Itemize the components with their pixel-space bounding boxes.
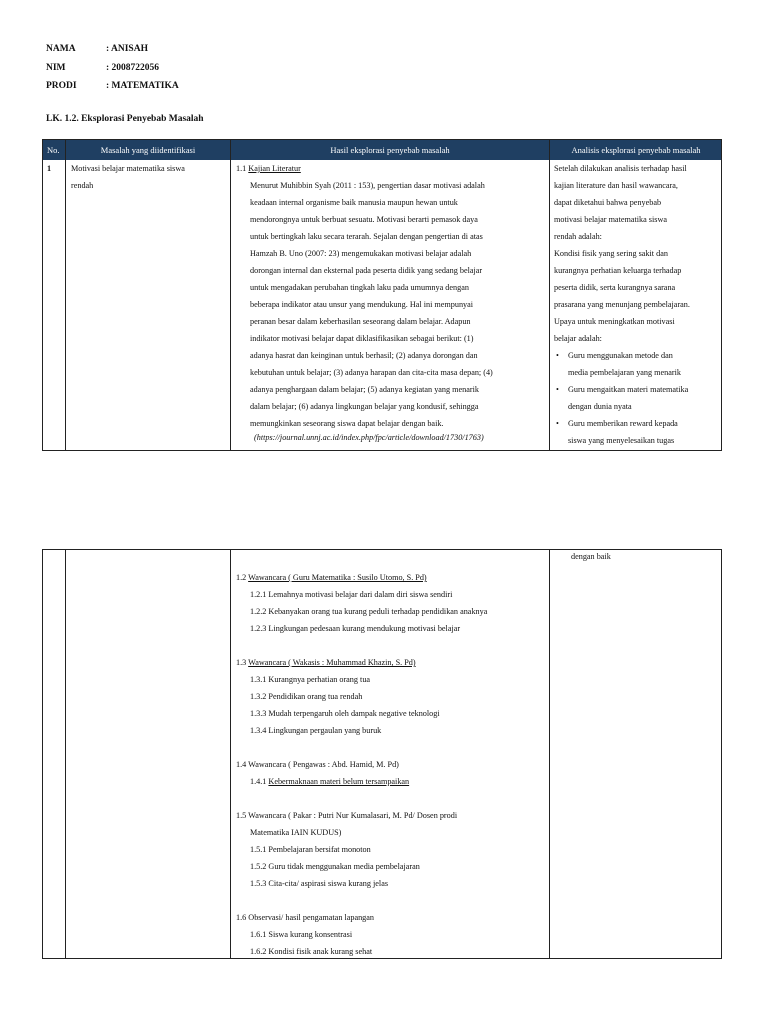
list-item: 1.3.1 Kurangnya perhatian orang tua — [250, 675, 371, 684]
wawancara-3-heading: 1.4 Wawancara ( Pengawas : Abd. Hamid, M. Pd) — [236, 760, 399, 769]
analisis-line: belajar adalah: — [554, 334, 602, 343]
kajian-line: kebutuhan untuk belajar; (3) adanya harapan dan cita-cita masa depan; (4) — [250, 368, 493, 377]
list-item — [554, 415, 720, 449]
analisis-line: motivasi belajar matematika siswa — [554, 215, 667, 224]
list-item — [554, 347, 720, 381]
kajian-heading — [236, 160, 548, 177]
list-item: 1.6.2 Kondisi fisik anak kurang sehat — [250, 947, 373, 956]
analisis-continued: dengan baik — [571, 552, 611, 561]
observasi-heading: 1.6 Observasi/ hasil pengamatan lapangan — [236, 913, 375, 922]
divider — [65, 140, 66, 450]
w1-prefix: 1.2 — [236, 573, 249, 582]
prodi-label: PRODI — [46, 81, 77, 91]
masalah-line: Motivasi belajar matematika siswa — [71, 164, 185, 173]
list-item: 1.3.4 Lingkungan pergaulan yang buruk — [250, 726, 382, 735]
kajian-link[interactable]: (https://journal.unnj.ac.id/index.php/fpc/article/download/1730/1763) — [254, 433, 484, 442]
analisis-bullet-list — [554, 347, 720, 449]
analisis-cell — [554, 160, 720, 449]
analisis-line: Kondisi fisik yang sering sakit dan — [554, 249, 668, 258]
analisis-line: peserta didik, serta kurangnya sarana — [554, 283, 676, 292]
wawancara-cell — [236, 569, 548, 960]
analisis-line: kajian literature dan hasil wawancara, — [554, 181, 678, 190]
table-page-1 — [42, 139, 722, 451]
divider — [230, 550, 231, 958]
kajian-line: Menurut Muhibbin Syah (2011 : 153), pengertian dasar motivasi adalah — [250, 181, 485, 190]
kajian-line: Hamzah B. Uno (2007: 23) mengemukakan motivasi belajar adalah — [250, 249, 472, 258]
kajian-line: adanya hasrat dan keinginan untuk berhasil; (2) adanya dorongan dan — [250, 351, 478, 360]
list-item: 1.5.1 Pembelajaran bersifat monoton — [250, 845, 371, 854]
row-number: 1 — [47, 164, 52, 173]
analisis-line: Setelah dilakukan analisis terhadap hasil — [554, 164, 687, 173]
analisis-line: Upaya untuk meningkatkan motivasi — [554, 317, 675, 326]
kajian-line: untuk mengadakan perubahan tingkah laku pada umumnya dengan — [250, 283, 469, 292]
w2-prefix: 1.3 — [236, 658, 249, 667]
divider — [549, 140, 550, 450]
masalah-line: rendah — [71, 181, 94, 190]
list-item: 1.5.2 Guru tidak menggunakan media pembelajaran — [250, 862, 420, 871]
wawancara-2-heading — [236, 654, 548, 671]
kajian-line: dorongan internal dan eksternal pada peserta didik yang sedang belajar — [250, 266, 483, 275]
divider — [65, 550, 66, 958]
kajian-line: mendorongnya untuk berbuat sesuatu. Motivasi berarti pemasok daya — [250, 215, 478, 224]
kajian-line: dalam belajar; (6) adanya lingkungan belajar yang kondusif, sehingga — [250, 402, 479, 411]
prodi-value: : MATEMATIKA — [106, 81, 179, 91]
list-item: 1.5.3 Cita-cita/ aspirasi siswa kurang jelas — [250, 879, 389, 888]
bullet-line: dengan dunia nyata — [568, 402, 632, 411]
w3-item-prefix: 1.4.1 — [250, 777, 269, 786]
analisis-line: prasarana yang menunjang pembelajaran. — [554, 300, 690, 309]
wawancara-4-heading: 1.5 Wawancara ( Pakar : Putri Nur Kumalasari, M. Pd/ Dosen prodi — [236, 811, 458, 820]
divider — [549, 550, 550, 958]
kajian-line: indikator motivasi belajar dapat diklasifikasikan sebagai berikut: (1) — [250, 334, 474, 343]
bullet-line: media pembelajaran yang menarik — [568, 368, 681, 377]
list-item: 1.6.1 Siswa kurang konsentrasi — [250, 930, 353, 939]
list-item: 1.3.3 Mudah terpengaruh oleh dampak negative teknologi — [250, 709, 440, 718]
list-item — [236, 773, 548, 790]
kajian-cell — [236, 160, 548, 443]
col-masalah-header: Masalah yang diidentifikasi — [100, 145, 196, 155]
list-item: 1.2.3 Lingkungan pedesaan kurang mendukung motivasi belajar — [250, 624, 461, 633]
w3-item: Kebermaknaan materi belum tersampaikan — [268, 777, 410, 786]
col-hasil-header: Hasil eksplorasi penyebab masalah — [330, 145, 450, 155]
list-item: 1.2.2 Kebanyakan orang tua kurang peduli terhadap pendidikan anaknya — [250, 607, 488, 616]
bullet-line: • Guru menggunakan metode dan — [568, 351, 673, 360]
nim-label: NIM — [46, 63, 66, 73]
list-item — [554, 381, 720, 415]
col-no-header: No. — [47, 145, 60, 155]
nama-value: : ANISAH — [106, 44, 148, 54]
bullet-line: • Guru memberikan reward kepada — [568, 419, 678, 428]
header-nim — [46, 63, 159, 73]
nama-label: NAMA — [46, 44, 76, 54]
w2-title: Wawancara ( Wakasis : Muhammad Khazin, S. Pd) — [248, 658, 416, 667]
kajian-line: adanya penghargaan dalam belajar; (5) adanya kegiatan yang menarik — [250, 385, 479, 394]
kajian-line: peranan besar dalam keberhasilan seseorang dalam belajar. Adapun — [250, 317, 471, 326]
divider — [230, 140, 231, 450]
masalah-cell — [71, 160, 227, 194]
kajian-line: beberapa indikator atau unsur yang mendukung. Hal ini mempunyai — [250, 300, 474, 309]
col-analisis-header: Analisis eksplorasi penyebab masalah — [571, 145, 701, 155]
kajian-line: keadaan internal organisme baik manusia maupun hewan untuk — [250, 198, 458, 207]
bullet-line: siswa yang menyelesaikan tugas — [568, 436, 675, 445]
kajian-line: memungkinkan seseorang siswa dapat belajar dengan baik. — [250, 419, 444, 428]
bullet-line: • Guru mengaitkan materi matematika — [568, 385, 689, 394]
analisis-line: dapat diketahui bahwa penyebab — [554, 198, 662, 207]
list-item: 1.3.2 Pendidikan orang tua rendah — [250, 692, 363, 701]
wawancara-4-heading-cont: Matematika IAIN KUDUS) — [250, 828, 342, 837]
kajian-title: Kajian Literatur — [248, 164, 301, 173]
analisis-line: kurangnya perhatian keluarga terhadap — [554, 266, 682, 275]
lk-title: LK. 1.2. Eksplorasi Penyebab Masalah — [46, 114, 204, 124]
w1-title: Wawancara ( Guru Matematika : Susilo Utomo, S. Pd) — [248, 573, 427, 582]
analisis-line: rendah adalah: — [554, 232, 602, 241]
kajian-line: untuk bertingkah laku secara terarah. Sejalan dengan pengertian di atas — [250, 232, 483, 241]
header-nama — [46, 44, 148, 54]
list-item: 1.2.1 Lemahnya motivasi belajar dari dalam diri siswa sendiri — [250, 590, 453, 599]
header-prodi — [46, 81, 179, 91]
kajian-prefix: 1.1 — [236, 164, 249, 173]
nim-value: : 2008722056 — [106, 63, 160, 73]
wawancara-1-heading — [236, 569, 548, 586]
table-page-2 — [42, 549, 722, 959]
table-header-row — [43, 140, 721, 160]
